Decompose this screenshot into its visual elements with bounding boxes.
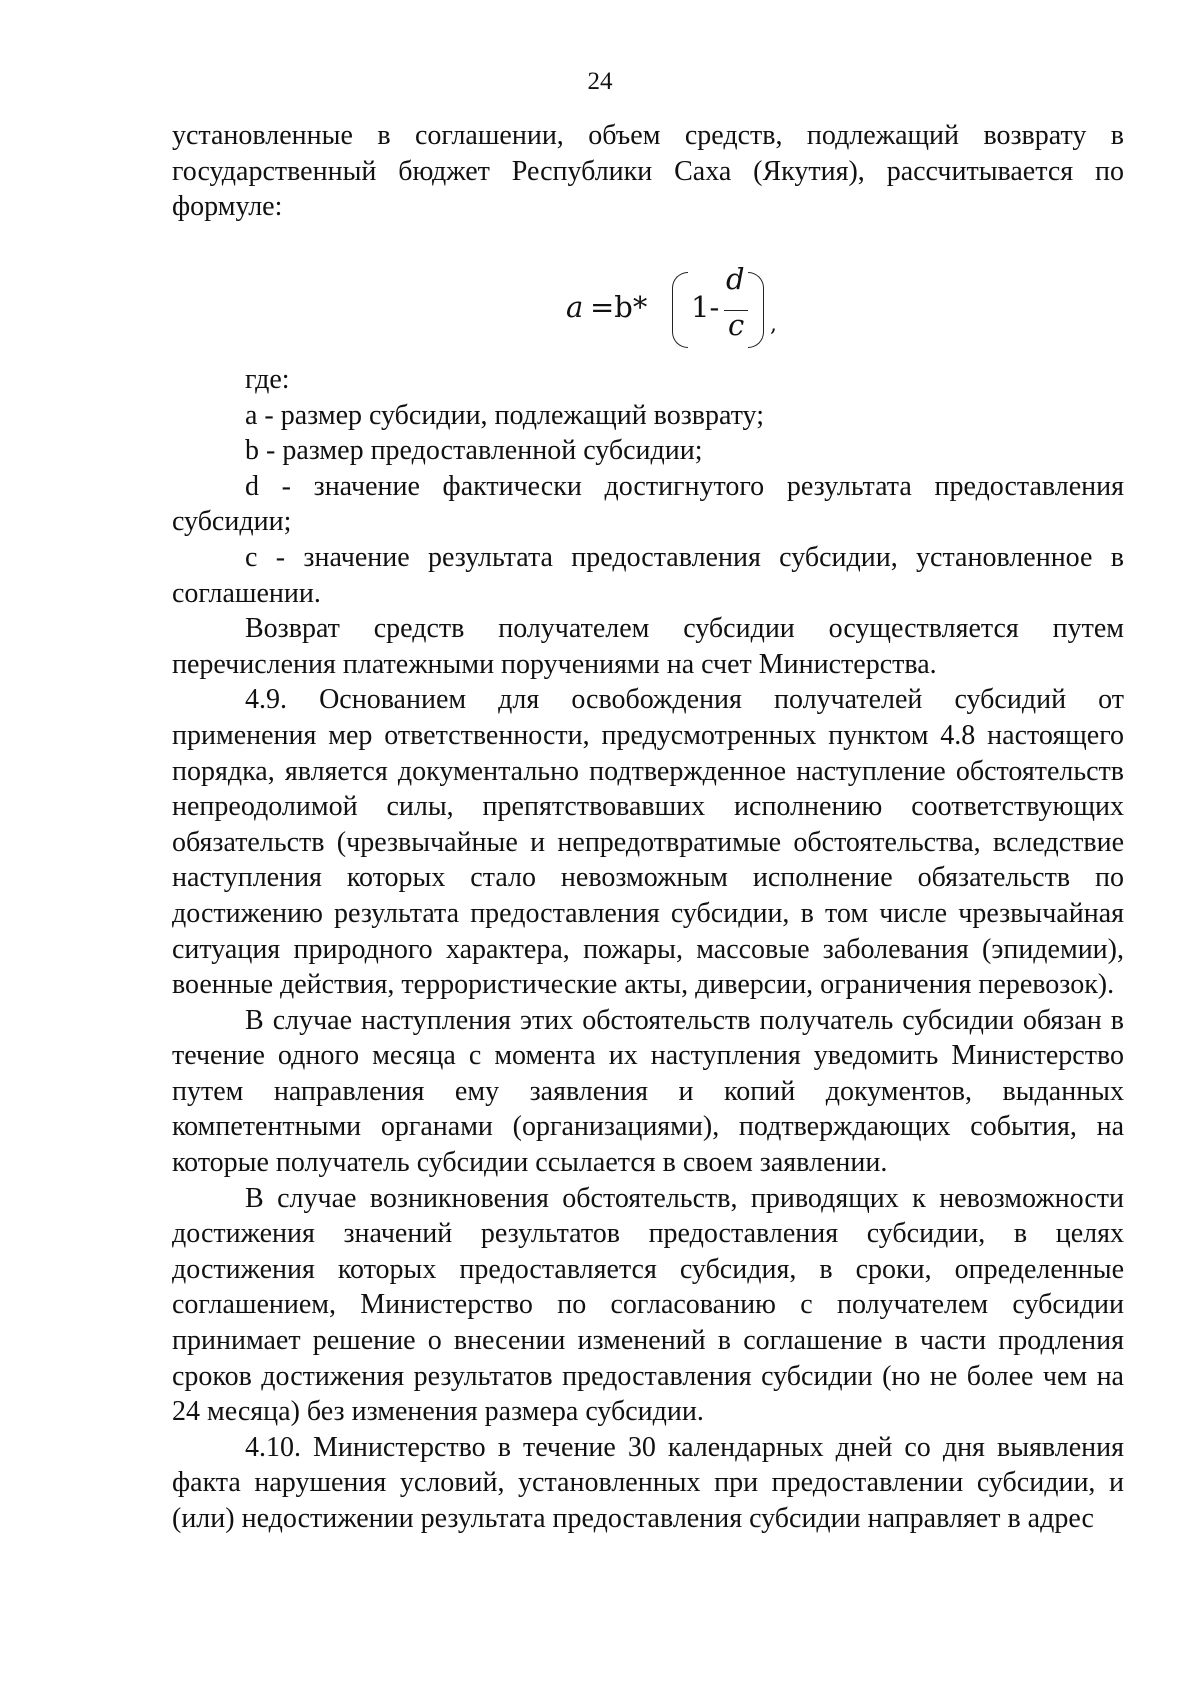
formula-one-minus: 1- [691, 290, 720, 324]
formula-lhs: a [566, 290, 584, 324]
where-label: где: [245, 364, 290, 395]
definition-a: a - размер субсидии, подлежащий возврату; [245, 399, 764, 431]
paragraph-4-9: 4.9. Основанием для освобождения получателей субсидий от применения мер ответственности, предусмотренных пунктом 4.8 настоящего порядка, является документально подтвержденное наступление обстоятельств непреодолимой силы, препятствовавших исполнению соответствующих обязательств (чрезвычайные и непредотвратимые обстоятельства, вследствие наступления которых стало невозможным исполнение обязательств по достижению результата предоставления субсидии, в том числе чрезвычайная ситуация природного характера, пожары, массовые заболевания (эпидемии), военные действия, террористические акты, диверсии, ограничения перевозок). [172, 684, 1124, 1001]
paragraph-refund-transfer: Возврат средств получателем субсидии осуществляется путем перечисления платежными поручениями на счет Министерства. [172, 613, 1124, 680]
body-text [172, 362, 1124, 1537]
definition-b: b - размер предоставленной субсидии; [245, 435, 703, 467]
intro-paragraph: установленные в соглашении, объем средств, подлежащий возврату в государственный бюджет Республики Саха (Якутия), рассчитывается по формуле: [172, 120, 1124, 223]
paragraph-4-10: 4.10. Министерство в течение 30 календарных дней со дня выявления факта нарушения условий, установленных при предоставлении субсидии, и (или) недостижении результата предоставления субсидии направляет в адрес [172, 1431, 1124, 1534]
left-parenthesis [672, 272, 688, 348]
formula-trailing-comma: , [770, 312, 777, 337]
paragraph-force-majeure-notice: В случае наступления этих обстоятельств получатель субсидии обязан в течение одного месяца с момента их наступления уведомить Министерство путем направления ему заявления и копий документов, выданных компетентными органами (организациями), подтверждающих события, на которые получатель субсидии ссылается в своем заявлении. [172, 1004, 1124, 1179]
formula-denominator: c [728, 308, 745, 342]
definition-c: c - значение результата предоставления субсидии, установленное в соглашении. [172, 541, 1124, 609]
paragraph-deadline-extension: В случае возникновения обстоятельств, приводящих к невозможности достижения значений результатов предоставления субсидии, в целях достижения которых предоставляется субсидия, в сроки, определенные соглашением, Министерство по согласованию с получателем субсидии принимает решение о внесении изменений в соглашение в части продления сроков достижения результатов предоставления субсидии (но не более чем на 24 месяца) без изменения размера субсидии. [172, 1182, 1124, 1428]
formula-equals: =b* [590, 290, 648, 324]
definition-d: d - значение фактически достигнутого результата предоставления субсидии; [172, 470, 1124, 538]
formula-numerator: d [726, 262, 745, 296]
intro-block [172, 118, 1124, 225]
right-parenthesis [748, 272, 764, 348]
page-number: 24 [587, 68, 613, 95]
